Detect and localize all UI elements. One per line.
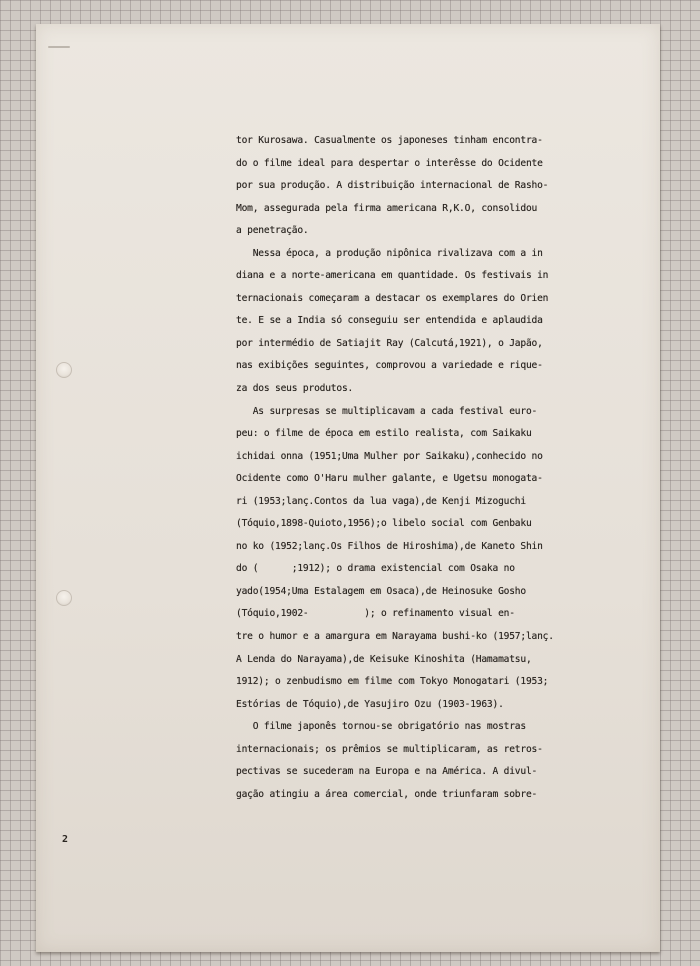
text-line: do o filme ideal para despertar o interêsse do Ocidente [236,157,543,169]
page-number: 2 [62,834,69,845]
text-line: A Lenda do Narayama),de Keisuke Kinoshita (Hamamatsu, [236,653,532,665]
text-line: O filme japonês tornou-se obrigatório nas mostras [236,721,526,733]
paragraph-2 [236,243,626,401]
text-line: diana e a norte-americana em quantidade. Os festivais in [236,270,549,282]
text-line: pectivas se sucederam na Europa e na América. A divul- [236,766,538,778]
punch-hole-upper [56,362,72,378]
text-line: As surpresas se multiplicavam a cada festival euro- [236,405,538,417]
text-line: por intermédio de Satiajit Ray (Calcutá,1921), o Japão, [236,337,543,349]
text-line: ri (1953;lanç.Contos da lua vaga),de Kenji Mizoguchi [236,495,526,507]
text-line: internacionais; os prêmios se multiplicaram, as retros- [236,743,543,755]
body-text [236,130,626,806]
text-line: (Tóquio,1898-Quioto,1956);o libelo social com Genbaku [236,518,532,530]
text-line: a penetração. [236,225,309,237]
text-line: (Tóquio,1902- ); o refinamento visual en- [236,608,515,620]
pencil-mark [48,46,70,48]
text-line: Mom, assegurada pela firma americana R,K.O, consolidou [236,202,538,214]
punch-hole-lower [56,590,72,606]
paragraph-1 [236,130,626,243]
text-line: za dos seus produtos. [236,383,354,395]
text-line: yado(1954;Uma Estalagem em Osaca),de Heinosuke Gosho [236,585,526,597]
text-line: tre o humor e a amargura em Narayama bushi-ko (1957;lanç. [236,631,554,643]
paragraph-3 [236,401,626,717]
text-line: no ko (1952;lanç.Os Filhos de Hiroshima),de Kaneto Shin [236,540,543,552]
text-line: Ocidente como O'Haru mulher galante, e Ugetsu monogata- [236,473,543,485]
text-line: ternacionais começaram a destacar os exemplares do Orien [236,292,549,304]
text-line: por sua produção. A distribuição internacional de Rasho- [236,180,549,192]
text-line: peu: o filme de época em estilo realista, com Saikaku [236,428,532,440]
paragraph-4 [236,716,626,806]
text-line: do ( ;1912); o drama existencial com Osaka no [236,563,515,575]
text-line: tor Kurosawa. Casualmente os japoneses tinham encontra- [236,135,543,146]
text-line: nas exibições seguintes, comprovou a variedade e rique- [236,360,543,372]
text-line: Estórias de Tóquio),de Yasujiro Ozu (1903-1963). [236,698,504,710]
text-line: gação atingiu a área comercial, onde triunfaram sobre- [236,788,538,800]
text-line: te. E se a India só conseguiu ser entendida e aplaudida [236,315,543,327]
text-line: ichidai onna (1951;Uma Mulher por Saikaku),conhecido no [236,450,543,462]
text-line: 1912); o zenbudismo em filme com Tokyo Monogatari (1953; [236,676,549,688]
text-line: Nessa época, a produção nipônica rivalizava com a in [236,247,543,259]
